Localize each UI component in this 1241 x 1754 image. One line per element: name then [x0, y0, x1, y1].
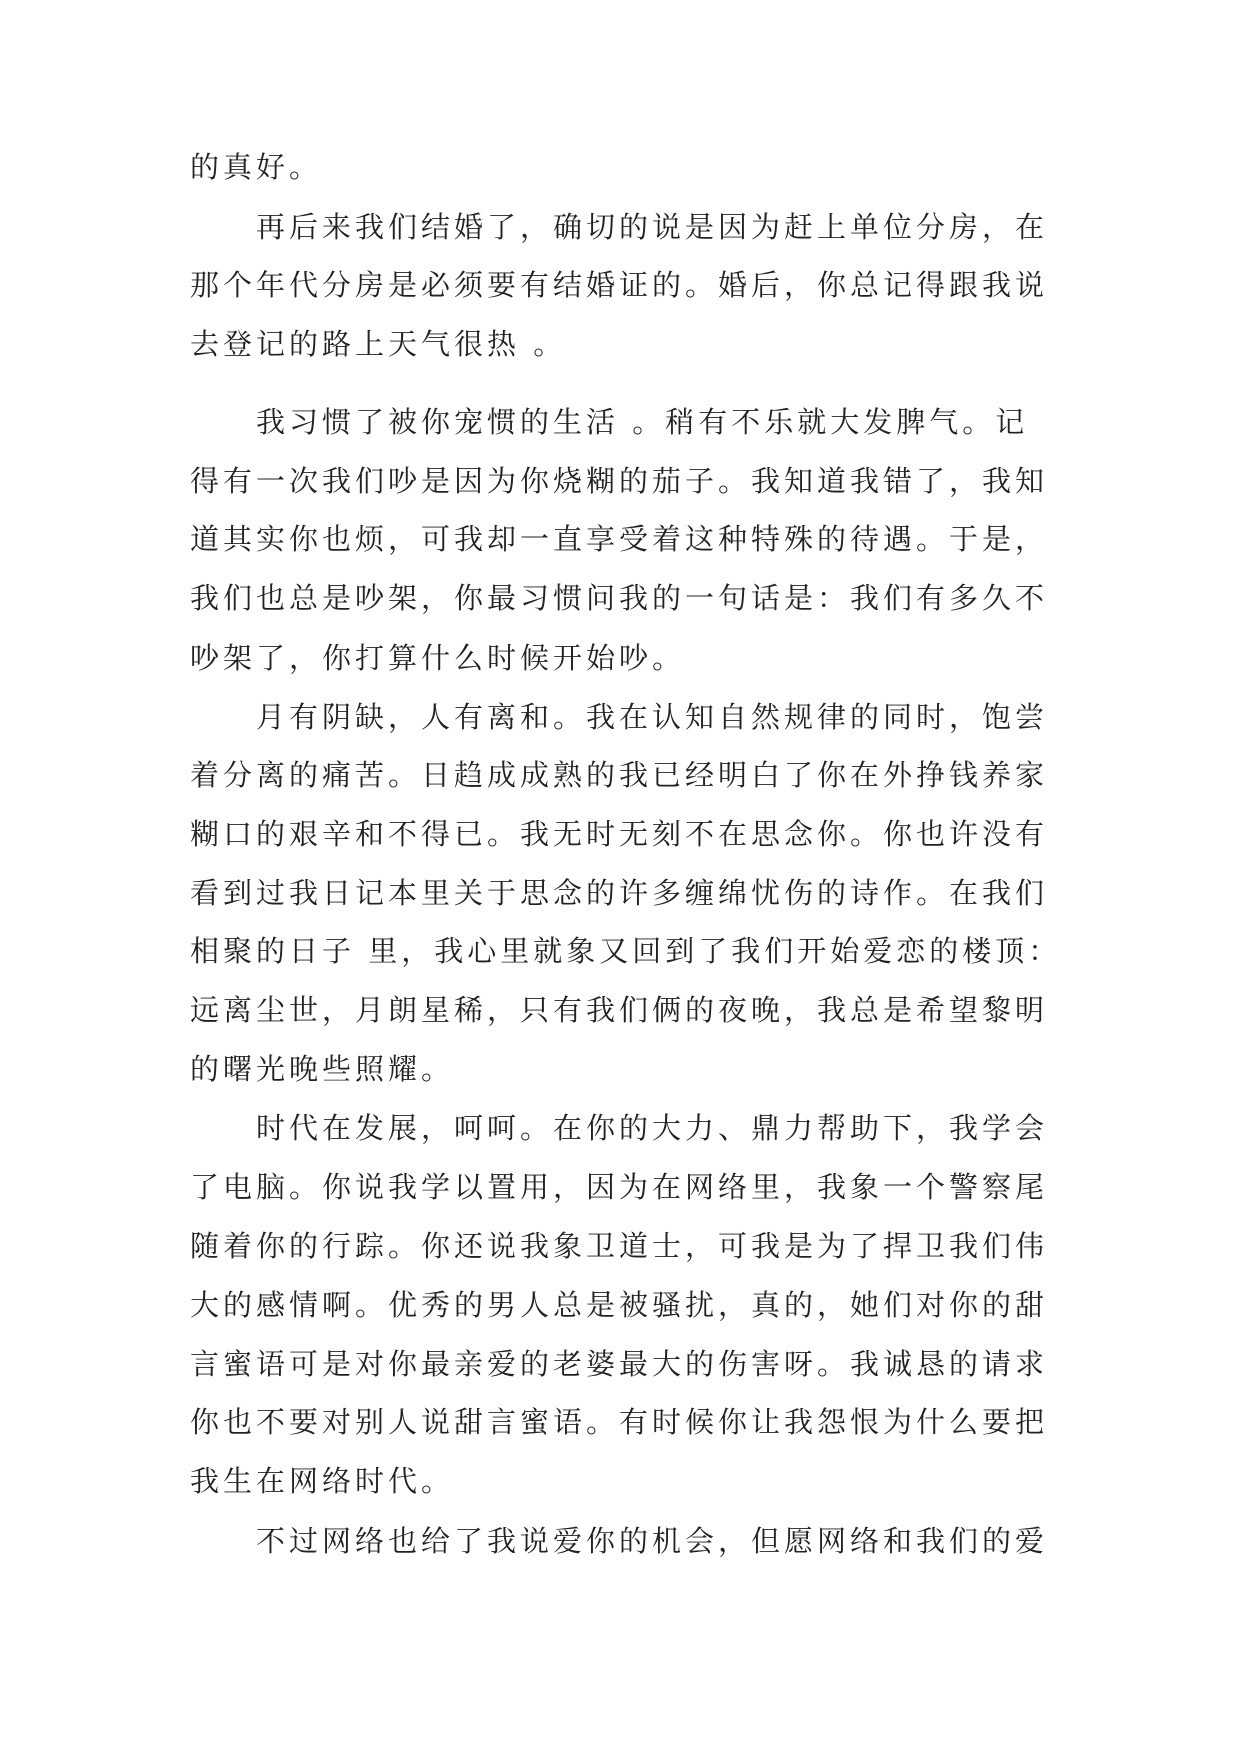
- text-line: 我们也总是吵架，你最习惯问我的一句话是：我们有多久不: [190, 581, 1049, 615]
- text-line: 着分离的痛苦。日趋成成熟的我已经明白了你在外挣钱养家: [190, 758, 1049, 792]
- text-line: 时代在发展，呵呵。在你的大力、鼎力帮助下，我学会: [190, 1111, 1049, 1145]
- text-line: 看到过我日记本里关于思念的许多缠绵忧伤的诗作。在我们: [190, 876, 1049, 910]
- text-line: 糊口的艰辛和不得已。我无时无刻不在思念你。你也许没有: [190, 817, 1049, 851]
- text-line: 我习惯了被你宠惯的生活 。稍有不乐就大发脾气。记: [190, 405, 1029, 439]
- text-line: 不过网络也给了我说爱你的机会，但愿网络和我们的爱: [190, 1524, 1049, 1558]
- text-line: 随着你的行踪。你还说我象卫道士，可我是为了捍卫我们伟: [190, 1229, 1049, 1263]
- text-line: 大的感情啊。优秀的男人总是被骚扰，真的，她们对你的甜: [190, 1288, 1049, 1322]
- text-line: 吵架了，你打算什么时候开始吵。: [190, 641, 686, 675]
- text-line: 再后来我们结婚了，确切的说是因为赶上单位分房，在: [190, 210, 1049, 244]
- text-line: 的曙光晚些照耀。: [190, 1052, 455, 1086]
- text-line: 远离尘世，月朗星稀，只有我们俩的夜晚，我总是希望黎明: [190, 993, 1049, 1027]
- text-line: 我生在网络时代。: [190, 1464, 455, 1498]
- text-line: 得有一次我们吵是因为你烧糊的茄子。我知道我错了，我知: [190, 464, 1049, 498]
- text-line: 相聚的日子 里，我心里就象又回到了我们开始爱恋的楼顶：: [190, 934, 1062, 968]
- text-line: 的真好。: [190, 150, 323, 184]
- text-line: 言蜜语可是对你最亲爱的老婆最大的伤害呀。我诚恳的请求: [190, 1347, 1049, 1381]
- text-line: 去登记的路上天气很热 。: [190, 327, 567, 361]
- text-line: 道其实你也烦，可我却一直享受着这种特殊的待遇。于是，: [190, 522, 1049, 556]
- text-line: 你也不要对别人说甜言蜜语。有时候你让我怨恨为什么要把: [190, 1405, 1049, 1439]
- text-line: 了电脑。你说我学以置用，因为在网络里，我象一个警察尾: [190, 1170, 1049, 1204]
- text-line: 那个年代分房是必须要有结婚证的。婚后，你总记得跟我说: [190, 268, 1049, 302]
- text-line: 月有阴缺，人有离和。我在认知自然规律的同时，饱尝: [190, 700, 1049, 734]
